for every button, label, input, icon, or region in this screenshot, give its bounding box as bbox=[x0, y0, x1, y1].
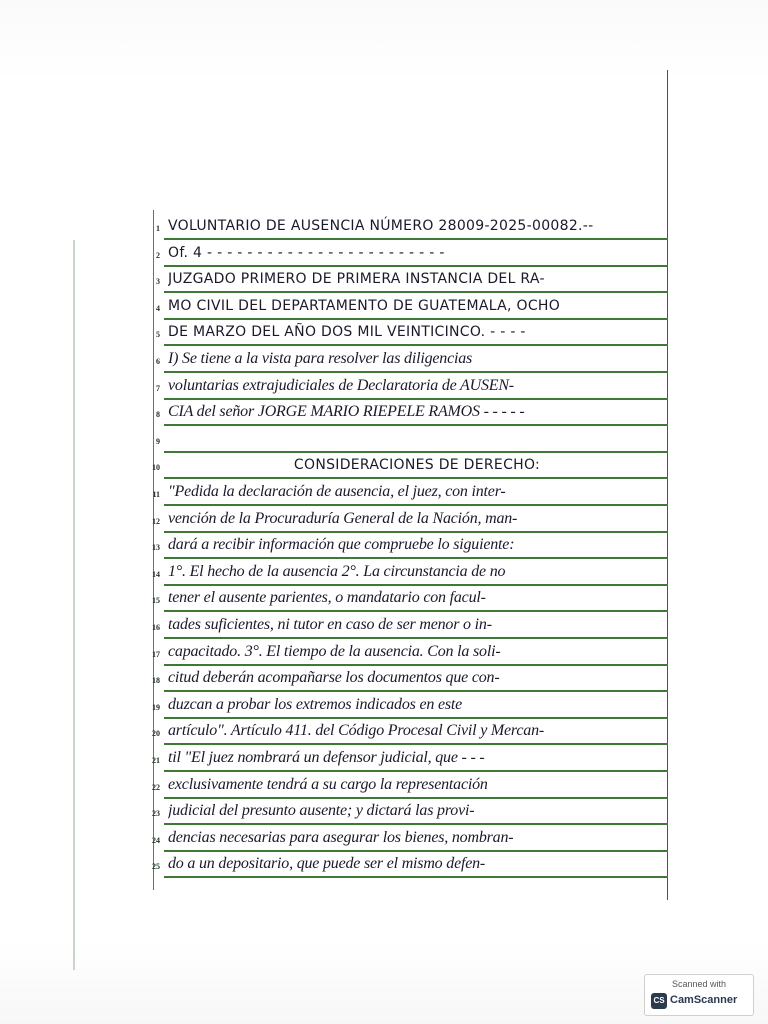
line-text: judicial del presunto ausente; y dictará las provi- bbox=[168, 802, 475, 820]
line-number: 3 bbox=[156, 277, 160, 287]
camscanner-logo-icon: CS bbox=[651, 993, 667, 1009]
line-text: tades suficientes, ni tutor en caso de ser menor o in- bbox=[168, 616, 492, 633]
line-number: 16 bbox=[152, 623, 160, 632]
line-number: 21 bbox=[152, 756, 160, 765]
document-line bbox=[140, 374, 670, 400]
document-line bbox=[140, 586, 670, 612]
document-line bbox=[140, 666, 670, 692]
line-number: 6 bbox=[156, 357, 160, 366]
document-line bbox=[140, 267, 670, 293]
line-text: VOLUNTARIO DE AUSENCIA NÚMERO 28009-2025-00082.-- bbox=[168, 218, 594, 234]
document-line bbox=[140, 400, 670, 426]
line-number: 14 bbox=[152, 569, 160, 579]
line-number: 19 bbox=[152, 702, 160, 712]
line-text: citud deberán acompañarse los documentos que con- bbox=[168, 669, 500, 687]
line-number: 12 bbox=[152, 516, 160, 526]
line-number: 5 bbox=[156, 330, 160, 340]
document-line bbox=[140, 746, 670, 772]
document-line bbox=[140, 453, 670, 479]
document-line bbox=[140, 320, 670, 346]
document-line bbox=[140, 533, 670, 559]
document-line bbox=[140, 693, 670, 719]
line-text: JUZGADO PRIMERO DE PRIMERA INSTANCIA DEL RA- bbox=[168, 271, 545, 288]
document-line bbox=[140, 560, 670, 586]
document-line bbox=[140, 507, 670, 533]
line-number: 1 bbox=[156, 224, 160, 233]
document-line bbox=[140, 640, 670, 666]
line-text: CIA del señor JORGE MARIO RIEPELE RAMOS - - - - - bbox=[168, 403, 525, 421]
line-text: capacitado. 3°. El tiempo de la ausencia. Con la soli- bbox=[168, 642, 501, 660]
line-text: DE MARZO DEL AÑO DOS MIL VEINTICINCO. - - - - bbox=[168, 324, 526, 341]
line-number: 13 bbox=[152, 543, 160, 553]
document-line bbox=[140, 826, 670, 852]
line-number: 17 bbox=[152, 649, 160, 659]
line-number: 25 bbox=[152, 862, 160, 872]
watermark-brand: CamScanner bbox=[670, 994, 738, 1006]
line-text: til "El juez nombrará un defensor judicial, que - - - bbox=[168, 749, 485, 766]
camscanner-watermark bbox=[644, 974, 754, 1016]
line-text: tener el ausente parientes, o mandatario con facul- bbox=[168, 589, 486, 607]
line-text: dencias necesarias para asegurar los bienes, nombran- bbox=[168, 828, 514, 846]
line-text: do a un depositario, que puede ser el mismo defen- bbox=[168, 855, 486, 873]
document-line bbox=[140, 613, 670, 639]
line-number: 24 bbox=[152, 835, 160, 845]
line-number: 23 bbox=[152, 809, 160, 819]
paper-edge-shadow bbox=[73, 240, 75, 970]
watermark-caption: Scanned with bbox=[671, 979, 727, 989]
line-number: 11 bbox=[152, 490, 160, 499]
line-number: 2 bbox=[156, 250, 160, 260]
ruled-line bbox=[164, 876, 668, 878]
line-text: dará a recibir información que compruebe lo siguiente: bbox=[168, 536, 515, 554]
line-text: artículo". Artículo 411. del Código Procesal Civil y Mercan- bbox=[168, 722, 544, 740]
line-text: duzcan a probar los extremos indicados en este bbox=[168, 695, 463, 713]
line-number: 18 bbox=[152, 676, 160, 686]
document-line bbox=[140, 347, 670, 373]
document-line bbox=[140, 427, 670, 453]
line-number: 7 bbox=[156, 383, 160, 393]
line-text: vención de la Procuraduría General de la Nación, man- bbox=[168, 509, 518, 527]
line-text: exclusivamente tendrá a su cargo la representación bbox=[168, 775, 488, 793]
document-line bbox=[140, 719, 670, 745]
line-text: MO CIVIL DEL DEPARTAMENTO DE GUATEMALA, OCHO bbox=[168, 297, 561, 314]
line-text: 1°. El hecho de la ausencia 2°. La circunstancia de no bbox=[168, 562, 506, 580]
line-text: I) Se tiene a la vista para resolver las diligencias bbox=[168, 350, 473, 367]
line-text: Of. 4 - - - - - - - - - - - - - - - - - - - - - - - - bbox=[168, 244, 445, 261]
line-number: 20 bbox=[152, 729, 160, 739]
line-number: 10 bbox=[152, 463, 160, 473]
line-number: 22 bbox=[152, 782, 160, 792]
document-line bbox=[140, 294, 670, 320]
line-number: 15 bbox=[152, 596, 160, 606]
line-number: 8 bbox=[156, 410, 160, 420]
document-line bbox=[140, 480, 670, 506]
line-number: 9 bbox=[156, 436, 160, 446]
document-line bbox=[140, 799, 670, 825]
line-number: 4 bbox=[156, 303, 160, 313]
document-line bbox=[140, 773, 670, 799]
document-line bbox=[140, 214, 670, 240]
document-line bbox=[140, 241, 670, 267]
line-text: voluntarias extrajudiciales de Declaratoria de AUSEN- bbox=[168, 376, 514, 394]
line-text: "Pedida la declaración de ausencia, el juez, con inter- bbox=[168, 483, 506, 500]
document-line bbox=[140, 852, 670, 878]
section-heading: CONSIDERACIONES DE DERECHO: bbox=[293, 457, 541, 474]
